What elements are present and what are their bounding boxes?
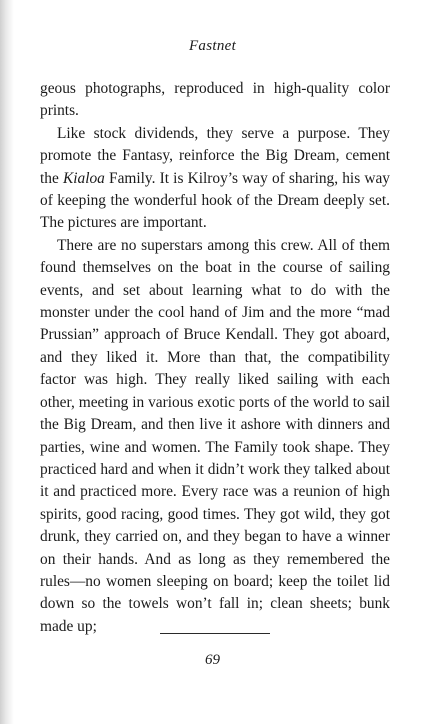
paragraph xyxy=(40,235,390,638)
running-head: Fastnet xyxy=(188,38,237,54)
text-run: There are no superstars among this crew. All of them found themselves on the boat in the course of sailing events, and set about learning what to do with the monster under the cool hand of Jim and the more “mad Prussian” approach of Bruce Kendall. They got aboard, and they liked it. More than that, the compatibility factor was high. They really liked sailing with each other, meeting in various exotic ports of the world to sail the Big Dream, and then live it ashore with dinners and parties, wine and women. The Family took shape. They practiced hard and when it didn’t work they talked about it and practiced more. Every race was a reunion of high spirits, good racing, good times. They got wild, they got drunk, they carried on, and they began to have a winner on their hands. And as long as they remembered the rules—no women sleeping on board; keep the toilet lid down so the towels won’t fall in; clean sheets; bunk made up; xyxy=(40,236,390,635)
text-run: geous photographs, reproduced in high-quality color prints. xyxy=(40,80,390,120)
text-run: Like stock dividends, they serve a purpose. They promote the Fantasy, reinforce the Big Dream, cement the xyxy=(40,124,390,187)
page-number: 69 xyxy=(205,652,220,668)
paragraph xyxy=(40,123,390,235)
footer-rule xyxy=(160,633,270,634)
paragraph xyxy=(40,78,390,123)
italic-text: Kialoa xyxy=(62,169,105,187)
text-run: Family. It is Kilroy’s way of sharing, his way of keeping the wonderful hook of the Dream deeply set. The pictures are important. xyxy=(40,169,390,232)
body-text xyxy=(40,78,390,638)
